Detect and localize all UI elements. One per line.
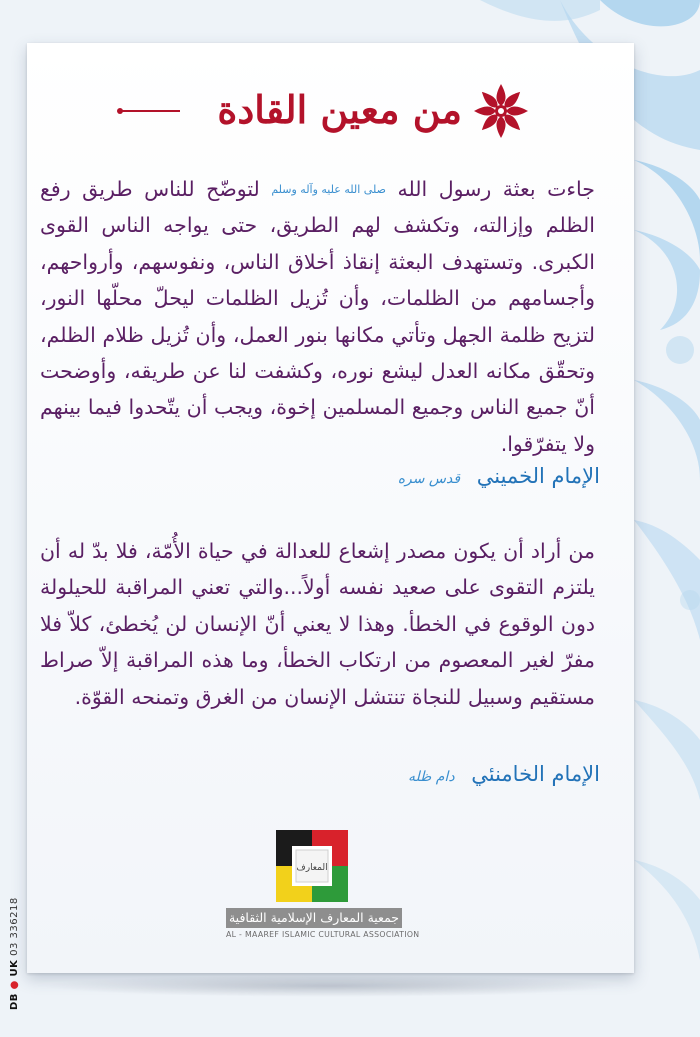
prophet-honorific: صلى الله عليه وآله وسلم <box>271 183 386 196</box>
page-title-block <box>0 82 700 142</box>
quote-text-start: جاءت بعثة رسول الله <box>397 177 595 201</box>
author-khamenei <box>408 760 600 791</box>
side-dot-icon: ● <box>9 980 20 990</box>
side-brand-2: UK <box>9 959 20 977</box>
side-code-number: 03 336218 <box>9 897 20 956</box>
quote-khamenei: من أراد أن يكون مصدر إشعاع للعدالة في حياة الأُمّة، فلا بدّ له أن يلتزم التقوى على صعيد نفسه أولاً...والتي تعني المراقبة للحيلولة دون الوقوع في الخطأ. وهذا لا يعني أنّ الإنسان لن يُخطئ، كلاّ فلا مفرّ لغير المعصوم من ارتكاب الخطأ، وما هذه المراقبة إلاّ صراط مستقيم وسبيل للنجاة تنتشل الإنسان من الغرق وتمنحه القوّة. <box>40 539 595 709</box>
title-divider-dot <box>117 108 123 114</box>
maaref-logo-icon <box>276 830 348 902</box>
org-name-english: AL - MAAREF ISLAMIC CULTURAL ASSOCIATION <box>226 930 420 939</box>
logo-text: المعارف <box>296 863 328 873</box>
quote-khomeini <box>40 171 595 462</box>
quote-text-rest: لتوضّح للناس طريق رفع الظلم وإزالته، وتكشف لهم الطريق، حتى يواجه الناس القوى الكبرى. وتستهدف البعثة إنقاذ أخلاق الناس، ونفوسهم، وأرواحهم، وأجسامهم من الظلمات، وأن تُزيل الظلمات ليحلّ محلّها النور، لتزيح ظلمة الجهل وتأتي مكانها بنور العمل، وأن تُزيل ظلام الظلم، وتحقّق مكانه العدل ليشع نوره، وكشفت لنا عن طريقه، وأوضحت أنّ جميع الناس وجميع المسلمين إخوة، ويجب أن يتّحدوا فيما بينهم ولا يتفرّقوا. <box>40 177 595 456</box>
title-divider <box>120 110 180 112</box>
author-name: الإمام الخامنئي <box>471 762 600 786</box>
org-name-arabic: جمعية المعارف الإسلامية الثقافية <box>226 908 402 928</box>
author-honorific: دام ظله <box>408 769 455 785</box>
author-name: الإمام الخميني <box>476 464 600 488</box>
page-title: من معين القادة <box>217 87 462 132</box>
flower-ornament-icon <box>472 82 530 140</box>
side-brand: DB <box>9 993 20 1010</box>
card-shadow <box>40 975 620 997</box>
side-print-code <box>9 897 20 1010</box>
author-honorific: قدس سره <box>397 471 461 487</box>
author-khomeini <box>398 462 600 493</box>
